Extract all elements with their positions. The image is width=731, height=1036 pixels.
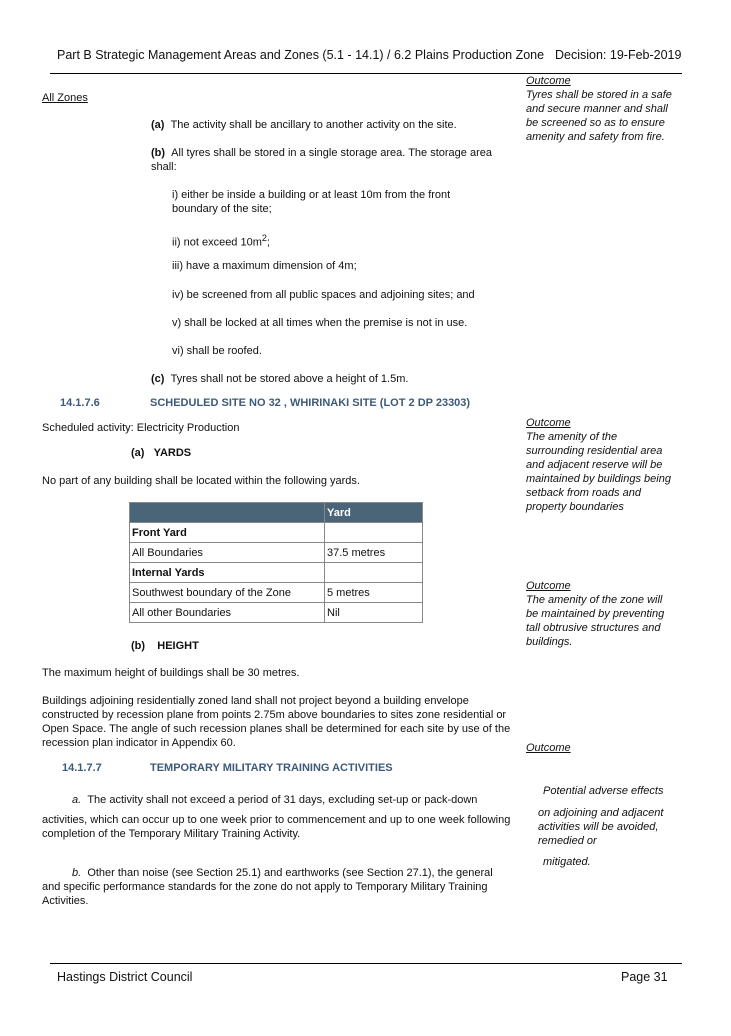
clause-mark: a. bbox=[72, 794, 82, 806]
table-row bbox=[130, 543, 423, 563]
military-b-rest: and specific performance standards for the zone do not apply to Temporary Military Training Activities. bbox=[42, 881, 488, 907]
height-text: The maximum height of buildings shall be 30 metres. bbox=[42, 667, 300, 679]
list-item: ii) not exceed $10m^2$; bbox=[172, 233, 270, 249]
military-b-first bbox=[72, 866, 542, 880]
outcome-4-line2: on adjoining and adjacent activities will be avoided, remedied or bbox=[538, 807, 664, 847]
outcome-4-label: Outcome bbox=[526, 742, 571, 754]
footer-rule bbox=[50, 963, 682, 964]
clause-title: HEIGHT bbox=[157, 640, 199, 652]
clause-text: Tyres shall not be stored above a height of 1.5m. bbox=[170, 373, 409, 385]
table-cell bbox=[325, 523, 423, 543]
clause-text: The activity shall not exceed a period of 31 days, excluding set-up or pack-down bbox=[87, 794, 478, 806]
section-number: 14.1.7.7 bbox=[62, 762, 102, 774]
clause-b bbox=[151, 146, 513, 174]
outcome-1 bbox=[526, 74, 676, 144]
section-title: TEMPORARY MILITARY TRAINING ACTIVITIES bbox=[150, 762, 393, 774]
section-title: SCHEDULED SITE NO 32 , WHIRINAKI SITE (LOT 2 DP 23303) bbox=[150, 397, 471, 409]
clause-title: YARDS bbox=[153, 447, 192, 459]
table-row bbox=[130, 563, 423, 583]
outcome-3 bbox=[526, 579, 676, 649]
footer-council: Hastings District Council bbox=[57, 970, 193, 984]
table-cell: Internal Yards bbox=[130, 563, 325, 583]
table-cell: Nil bbox=[325, 603, 423, 623]
clause-mark: (b) bbox=[131, 640, 146, 652]
clause-mark: (a) bbox=[151, 119, 165, 131]
table-cell: All Boundaries bbox=[130, 543, 325, 563]
header-decision: Decision: 19-Feb-2019 bbox=[555, 48, 682, 62]
table-header-cell: Yard bbox=[325, 503, 423, 523]
table-row bbox=[130, 583, 423, 603]
military-a-first bbox=[72, 793, 532, 807]
military-a-rest: activities, which can occur up to one week prior to commencement and up to one week following completion of the Temporary Military Training Activity. bbox=[42, 814, 511, 840]
table-row bbox=[130, 603, 423, 623]
yards-intro: No part of any building shall be located within the following yards. bbox=[42, 475, 360, 487]
list-item: i) either be inside a building or at least 10m from the front boundary of the site; bbox=[172, 189, 451, 215]
yards-heading bbox=[131, 446, 191, 460]
clause-mark: (a) bbox=[131, 447, 145, 459]
outcome-label: Outcome bbox=[526, 75, 571, 87]
table-cell: All other Boundaries bbox=[130, 603, 325, 623]
clause-text: All tyres shall be stored in a single storage area. The storage area shall: bbox=[151, 147, 492, 173]
table-header-row bbox=[130, 503, 423, 523]
list-item: v) shall be locked at all times when the premise is not in use. bbox=[172, 317, 468, 329]
table-cell bbox=[325, 563, 423, 583]
table-row bbox=[130, 523, 423, 543]
page-number: Page 31 bbox=[621, 970, 668, 984]
scheduled-activity: Scheduled activity: Electricity Production bbox=[42, 422, 240, 434]
clause-a bbox=[151, 118, 511, 132]
table-cell: Southwest boundary of the Zone bbox=[130, 583, 325, 603]
outcome-label: Outcome bbox=[526, 417, 571, 429]
clause-mark: (c) bbox=[151, 373, 165, 385]
yards-table bbox=[129, 502, 423, 623]
height-heading bbox=[131, 639, 199, 653]
table-cell: Front Yard bbox=[130, 523, 325, 543]
table-cell: 37.5 metres bbox=[325, 543, 423, 563]
recession-text: Buildings adjoining residentially zoned land shall not project beyond a building envelope constructed by recession plane from points 2.75m above boundaries to sites zone residential or Open Space. The angle of such recession planes shall be determined for each site by use of the recession plan indicator in Appendix 60. bbox=[42, 695, 511, 749]
all-zones-label: All Zones bbox=[42, 92, 88, 104]
section-number: 14.1.7.6 bbox=[60, 397, 100, 409]
outcome-4-line1: Potential adverse effects bbox=[543, 785, 664, 797]
outcome-text: The amenity of the zone will be maintained by preventing tall obtrusive structures and buildings. bbox=[526, 594, 665, 648]
clause-mark: b. bbox=[72, 867, 82, 879]
clause-c bbox=[151, 372, 408, 386]
list-item: iii) have a maximum dimension of 4m; bbox=[172, 260, 357, 272]
outcome-label: Outcome bbox=[526, 580, 571, 592]
outcome-text: Tyres shall be stored in a safe and secure manner and shall be screened so as to ensure amenity and safety from fire. bbox=[526, 89, 672, 143]
clause-text: Other than noise (see Section 25.1) and earthworks (see Section 27.1), the general bbox=[87, 867, 493, 879]
table-header-cell bbox=[130, 503, 325, 523]
outcome-text: The amenity of the surrounding residential area and adjacent reserve will be maintained by buildings being setback from roads and property boundaries bbox=[526, 431, 671, 513]
outcome-2 bbox=[526, 416, 676, 514]
clause-mark: (b) bbox=[151, 147, 166, 159]
table-cell: 5 metres bbox=[325, 583, 423, 603]
outcome-4-line3: mitigated. bbox=[543, 856, 591, 868]
header-title: Part B Strategic Management Areas and Zones (5.1 - 14.1) / 6.2 Plains Production Zone bbox=[57, 48, 545, 62]
list-item: vi) shall be roofed. bbox=[172, 345, 262, 357]
list-item: iv) be screened from all public spaces and adjoining sites; and bbox=[172, 289, 475, 301]
clause-text: The activity shall be ancillary to another activity on the site. bbox=[170, 119, 457, 131]
